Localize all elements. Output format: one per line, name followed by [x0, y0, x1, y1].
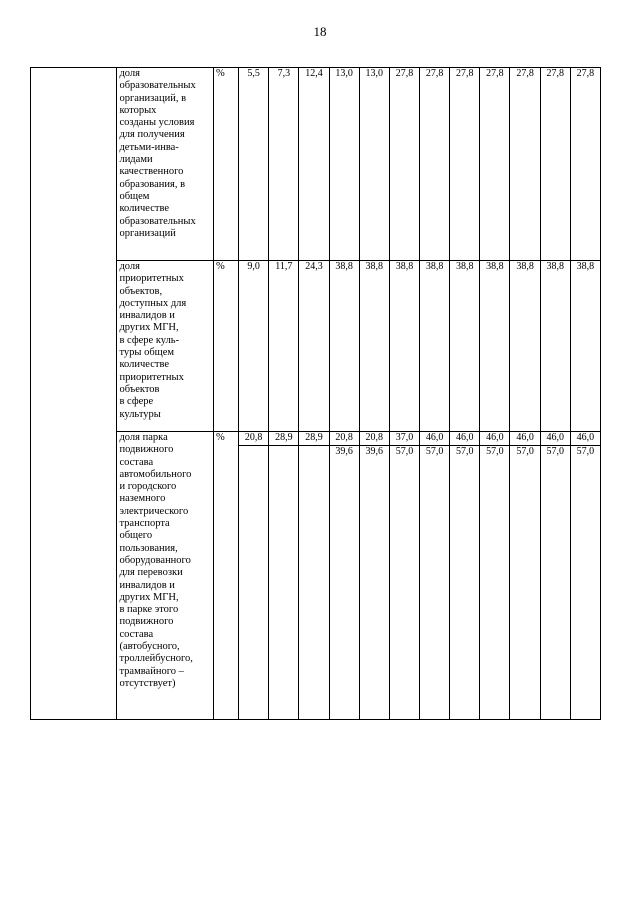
indicator-line: количестве	[119, 203, 169, 215]
indicator-line: приоритетных	[119, 371, 184, 383]
value-cell: 38,8	[359, 261, 389, 432]
value-cell	[450, 432, 480, 720]
indicator-line: приоритетных	[119, 273, 184, 285]
value-cell: 7,3	[269, 68, 299, 261]
indicator-line: состава	[119, 456, 154, 468]
blank-column-cell	[31, 68, 117, 720]
indicator-line: автомобильного	[119, 468, 192, 480]
indicator-line: образовательных	[119, 80, 196, 92]
indicator-line: туры общем	[119, 347, 175, 359]
value-cell: 5,5	[239, 68, 269, 261]
indicator-cell	[117, 432, 214, 720]
value-cell: 27,8	[510, 68, 540, 261]
value-cell: 38,8	[420, 261, 450, 432]
indicator-line: в парке этого	[119, 604, 179, 616]
value-cell	[510, 432, 540, 720]
value-second: 57,0	[516, 446, 534, 457]
indicator-line: организаций	[119, 227, 176, 239]
indicator-line: созданы условия	[119, 117, 195, 129]
indicator-line: отсутствует)	[119, 677, 176, 689]
value-first: 46,0	[541, 432, 570, 446]
value-cell: 27,8	[420, 68, 450, 261]
indicators-table	[30, 67, 601, 720]
value-cell: 13,0	[359, 68, 389, 261]
value-first: 46,0	[450, 432, 479, 446]
indicator-line: (автобусного,	[119, 641, 180, 653]
indicator-line: пользования,	[119, 542, 178, 554]
value-cell	[359, 432, 389, 720]
value-cell: 38,8	[570, 261, 600, 432]
indicator-line: других МГН,	[119, 322, 179, 334]
indicator-line: доступных для	[119, 297, 187, 309]
indicator-line: образования, в	[119, 178, 186, 190]
indicator-line: для получения	[119, 129, 185, 141]
indicator-line: количестве	[119, 359, 169, 371]
value-cell	[540, 432, 570, 720]
indicator-line: оборудованного	[119, 554, 191, 566]
value-cell: 38,8	[329, 261, 359, 432]
indicator-line: качественного	[119, 166, 184, 178]
page-number: 18	[313, 24, 327, 39]
indicator-line: и городского	[119, 481, 177, 493]
indicator-line: инвалидов и	[119, 579, 175, 591]
value-cell: 38,8	[480, 261, 510, 432]
value-cell	[269, 432, 299, 720]
value-second	[299, 446, 328, 459]
indicator-line: лидами	[119, 154, 153, 166]
table-row	[31, 68, 601, 261]
table-row	[31, 261, 601, 432]
value-second: 57,0	[456, 446, 474, 457]
value-first: 46,0	[571, 432, 600, 446]
indicator-line: общем	[119, 190, 150, 202]
value-first: 28,9	[299, 432, 328, 446]
indicator-line: организаций, в	[119, 92, 187, 104]
indicator-line: транспорта	[119, 518, 170, 530]
value-cell: 27,8	[570, 68, 600, 261]
value-first: 20,8	[239, 432, 268, 446]
indicator-line: которых	[119, 104, 157, 116]
value-cell	[329, 432, 359, 720]
value-cell: 24,3	[299, 261, 329, 432]
value-cell	[239, 432, 269, 720]
value-first: 20,8	[360, 432, 389, 446]
value-first: 46,0	[510, 432, 539, 446]
value-second: 39,6	[335, 446, 353, 457]
indicator-line: объектов,	[119, 285, 163, 297]
value-cell: 38,8	[389, 261, 419, 432]
indicator-line: в сфере	[119, 396, 154, 408]
value-cell: 12,4	[299, 68, 329, 261]
indicator-line: общего	[119, 530, 153, 542]
value-cell: 13,0	[329, 68, 359, 261]
indicator-line: доля парка	[119, 432, 168, 443]
indicator-line: культуры	[119, 408, 161, 420]
indicator-line: инвалидов и	[119, 310, 175, 322]
value-first: 20,8	[330, 432, 359, 446]
unit-cell: %	[213, 68, 238, 261]
value-second: 57,0	[395, 446, 414, 457]
value-cell	[420, 432, 450, 720]
value-first: 46,0	[480, 432, 509, 446]
value-second: 57,0	[486, 446, 504, 457]
indicator-line: объектов	[119, 383, 160, 395]
value-cell: 9,0	[239, 261, 269, 432]
value-cell: 27,8	[480, 68, 510, 261]
indicator-line: наземного	[119, 493, 166, 505]
value-cell	[389, 432, 419, 720]
indicator-line: доля	[119, 68, 140, 79]
value-first: 28,9	[269, 432, 298, 446]
value-cell: 27,8	[540, 68, 570, 261]
indicator-line: других МГН,	[119, 591, 179, 603]
indicator-line: для перевозки	[119, 567, 183, 579]
value-second: 57,0	[576, 446, 595, 457]
indicator-line: подвижного	[119, 616, 174, 628]
indicator-line: образовательных	[119, 215, 196, 227]
indicator-line: электрического	[119, 505, 189, 517]
indicator-cell	[117, 68, 214, 261]
value-cell: 27,8	[389, 68, 419, 261]
value-second: 57,0	[546, 446, 564, 457]
value-cell: 38,8	[540, 261, 570, 432]
value-cell	[570, 432, 600, 720]
value-first: 37,0	[390, 432, 419, 446]
value-second	[269, 446, 298, 459]
value-second: 57,0	[425, 446, 444, 457]
indicator-line: доля	[119, 261, 140, 272]
value-cell: 38,8	[450, 261, 480, 432]
indicator-line: троллейбусного,	[119, 653, 193, 665]
value-cell	[299, 432, 329, 720]
unit-cell: %	[213, 432, 238, 720]
value-cell: 11,7	[269, 261, 299, 432]
indicator-line: в сфере куль-	[119, 334, 180, 346]
value-cell: 38,8	[510, 261, 540, 432]
indicator-line: подвижного	[119, 444, 174, 456]
table-row	[31, 432, 601, 720]
value-cell	[480, 432, 510, 720]
unit-cell: %	[213, 261, 238, 432]
value-first: 46,0	[420, 432, 449, 446]
value-cell: 27,8	[450, 68, 480, 261]
indicator-line: детьми-инва-	[119, 141, 179, 153]
indicator-line: состава	[119, 628, 154, 640]
value-second	[239, 446, 268, 459]
indicator-line: трамвайного –	[119, 665, 184, 677]
indicator-cell	[117, 261, 214, 432]
value-second: 39,6	[365, 446, 384, 457]
